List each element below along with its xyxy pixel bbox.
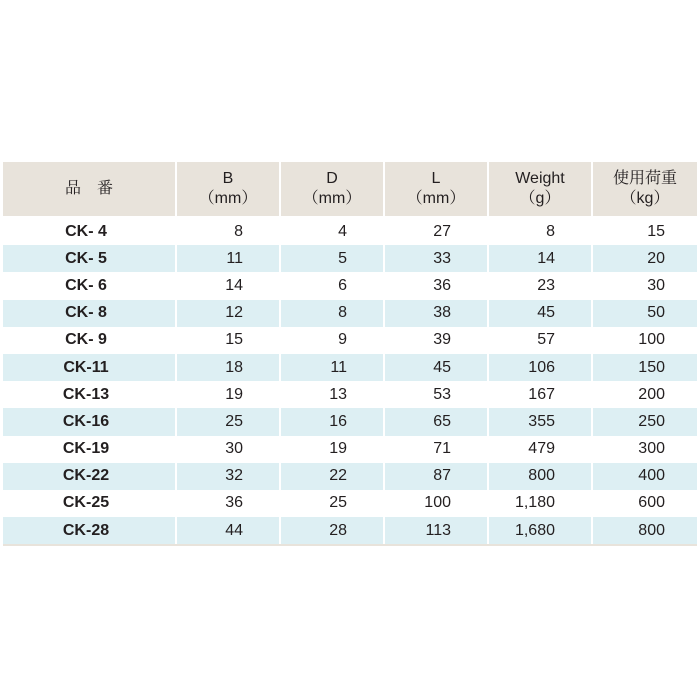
header-l-unit: （mm）	[406, 190, 466, 207]
b-cell: 44	[176, 517, 280, 545]
working-load-cell: 20	[592, 245, 697, 272]
part-number-cell: CK-28	[3, 517, 176, 545]
working-load-cell: 50	[592, 300, 697, 327]
l-cell: 45	[384, 354, 488, 381]
l-cell: 65	[384, 408, 488, 435]
working-load-cell: 250	[592, 408, 697, 435]
table-row	[3, 300, 697, 327]
l-cell: 71	[384, 436, 488, 463]
header-d-label: D	[326, 170, 338, 187]
header-b-label: B	[222, 170, 234, 187]
part-number-cell: CK-13	[3, 381, 176, 408]
l-cell: 39	[384, 327, 488, 354]
part-number-cell: CK-25	[3, 490, 176, 517]
header-working-load	[592, 162, 697, 217]
l-cell: 38	[384, 300, 488, 327]
weight-cell: 1,680	[488, 517, 592, 545]
table-row	[3, 327, 697, 354]
header-d-unit: （mm）	[302, 190, 362, 207]
b-cell: 14	[176, 272, 280, 299]
header-part-number-label: 品 番	[64, 180, 113, 197]
l-cell: 53	[384, 381, 488, 408]
d-cell: 5	[280, 245, 384, 272]
working-load-cell: 150	[592, 354, 697, 381]
d-cell: 9	[280, 327, 384, 354]
header-weight	[488, 162, 592, 217]
d-cell: 19	[280, 436, 384, 463]
part-number-cell: CK-16	[3, 408, 176, 435]
l-cell: 113	[384, 517, 488, 545]
part-number-cell: CK-22	[3, 463, 176, 490]
table-row	[3, 217, 697, 245]
l-cell: 27	[384, 217, 488, 245]
table-row	[3, 408, 697, 435]
spec-table	[3, 162, 697, 546]
weight-cell: 355	[488, 408, 592, 435]
part-number-cell: CK- 8	[3, 300, 176, 327]
part-number-cell: CK-11	[3, 354, 176, 381]
d-cell: 16	[280, 408, 384, 435]
table-row	[3, 245, 697, 272]
weight-cell: 800	[488, 463, 592, 490]
header-row	[3, 162, 697, 217]
working-load-cell: 300	[592, 436, 697, 463]
b-cell: 18	[176, 354, 280, 381]
header-b	[176, 162, 280, 217]
l-cell: 33	[384, 245, 488, 272]
part-number-cell: CK- 5	[3, 245, 176, 272]
weight-cell: 167	[488, 381, 592, 408]
b-cell: 19	[176, 381, 280, 408]
d-cell: 8	[280, 300, 384, 327]
table-row	[3, 517, 697, 545]
d-cell: 28	[280, 517, 384, 545]
weight-cell: 57	[488, 327, 592, 354]
part-number-cell: CK- 9	[3, 327, 176, 354]
working-load-cell: 15	[592, 217, 697, 245]
b-cell: 11	[176, 245, 280, 272]
b-cell: 12	[176, 300, 280, 327]
part-number-cell: CK-19	[3, 436, 176, 463]
working-load-cell: 200	[592, 381, 697, 408]
header-working-load-label: 使用荷重	[612, 170, 677, 187]
header-l	[384, 162, 488, 217]
table-row	[3, 463, 697, 490]
b-cell: 30	[176, 436, 280, 463]
b-cell: 8	[176, 217, 280, 245]
d-cell: 4	[280, 217, 384, 245]
working-load-cell: 100	[592, 327, 697, 354]
weight-cell: 1,180	[488, 490, 592, 517]
table-row	[3, 272, 697, 299]
working-load-cell: 800	[592, 517, 697, 545]
header-weight-unit: （g）	[519, 190, 561, 207]
weight-cell: 8	[488, 217, 592, 245]
d-cell: 22	[280, 463, 384, 490]
table-row	[3, 354, 697, 381]
l-cell: 87	[384, 463, 488, 490]
d-cell: 11	[280, 354, 384, 381]
b-cell: 32	[176, 463, 280, 490]
part-number-cell: CK- 4	[3, 217, 176, 245]
table-row	[3, 381, 697, 408]
d-cell: 25	[280, 490, 384, 517]
weight-cell: 23	[488, 272, 592, 299]
working-load-cell: 400	[592, 463, 697, 490]
weight-cell: 106	[488, 354, 592, 381]
header-d	[280, 162, 384, 217]
part-number-cell: CK- 6	[3, 272, 176, 299]
table-row	[3, 490, 697, 517]
weight-cell: 45	[488, 300, 592, 327]
header-part-number	[3, 162, 176, 217]
header-l-label: L	[431, 170, 441, 187]
working-load-cell: 30	[592, 272, 697, 299]
b-cell: 36	[176, 490, 280, 517]
header-weight-label: Weight	[515, 170, 565, 187]
b-cell: 25	[176, 408, 280, 435]
weight-cell: 14	[488, 245, 592, 272]
table-row	[3, 436, 697, 463]
d-cell: 13	[280, 381, 384, 408]
d-cell: 6	[280, 272, 384, 299]
working-load-cell: 600	[592, 490, 697, 517]
b-cell: 15	[176, 327, 280, 354]
header-working-load-unit: （kg）	[620, 190, 670, 207]
weight-cell: 479	[488, 436, 592, 463]
table-body	[3, 217, 697, 545]
l-cell: 36	[384, 272, 488, 299]
header-b-unit: （mm）	[198, 190, 258, 207]
l-cell: 100	[384, 490, 488, 517]
